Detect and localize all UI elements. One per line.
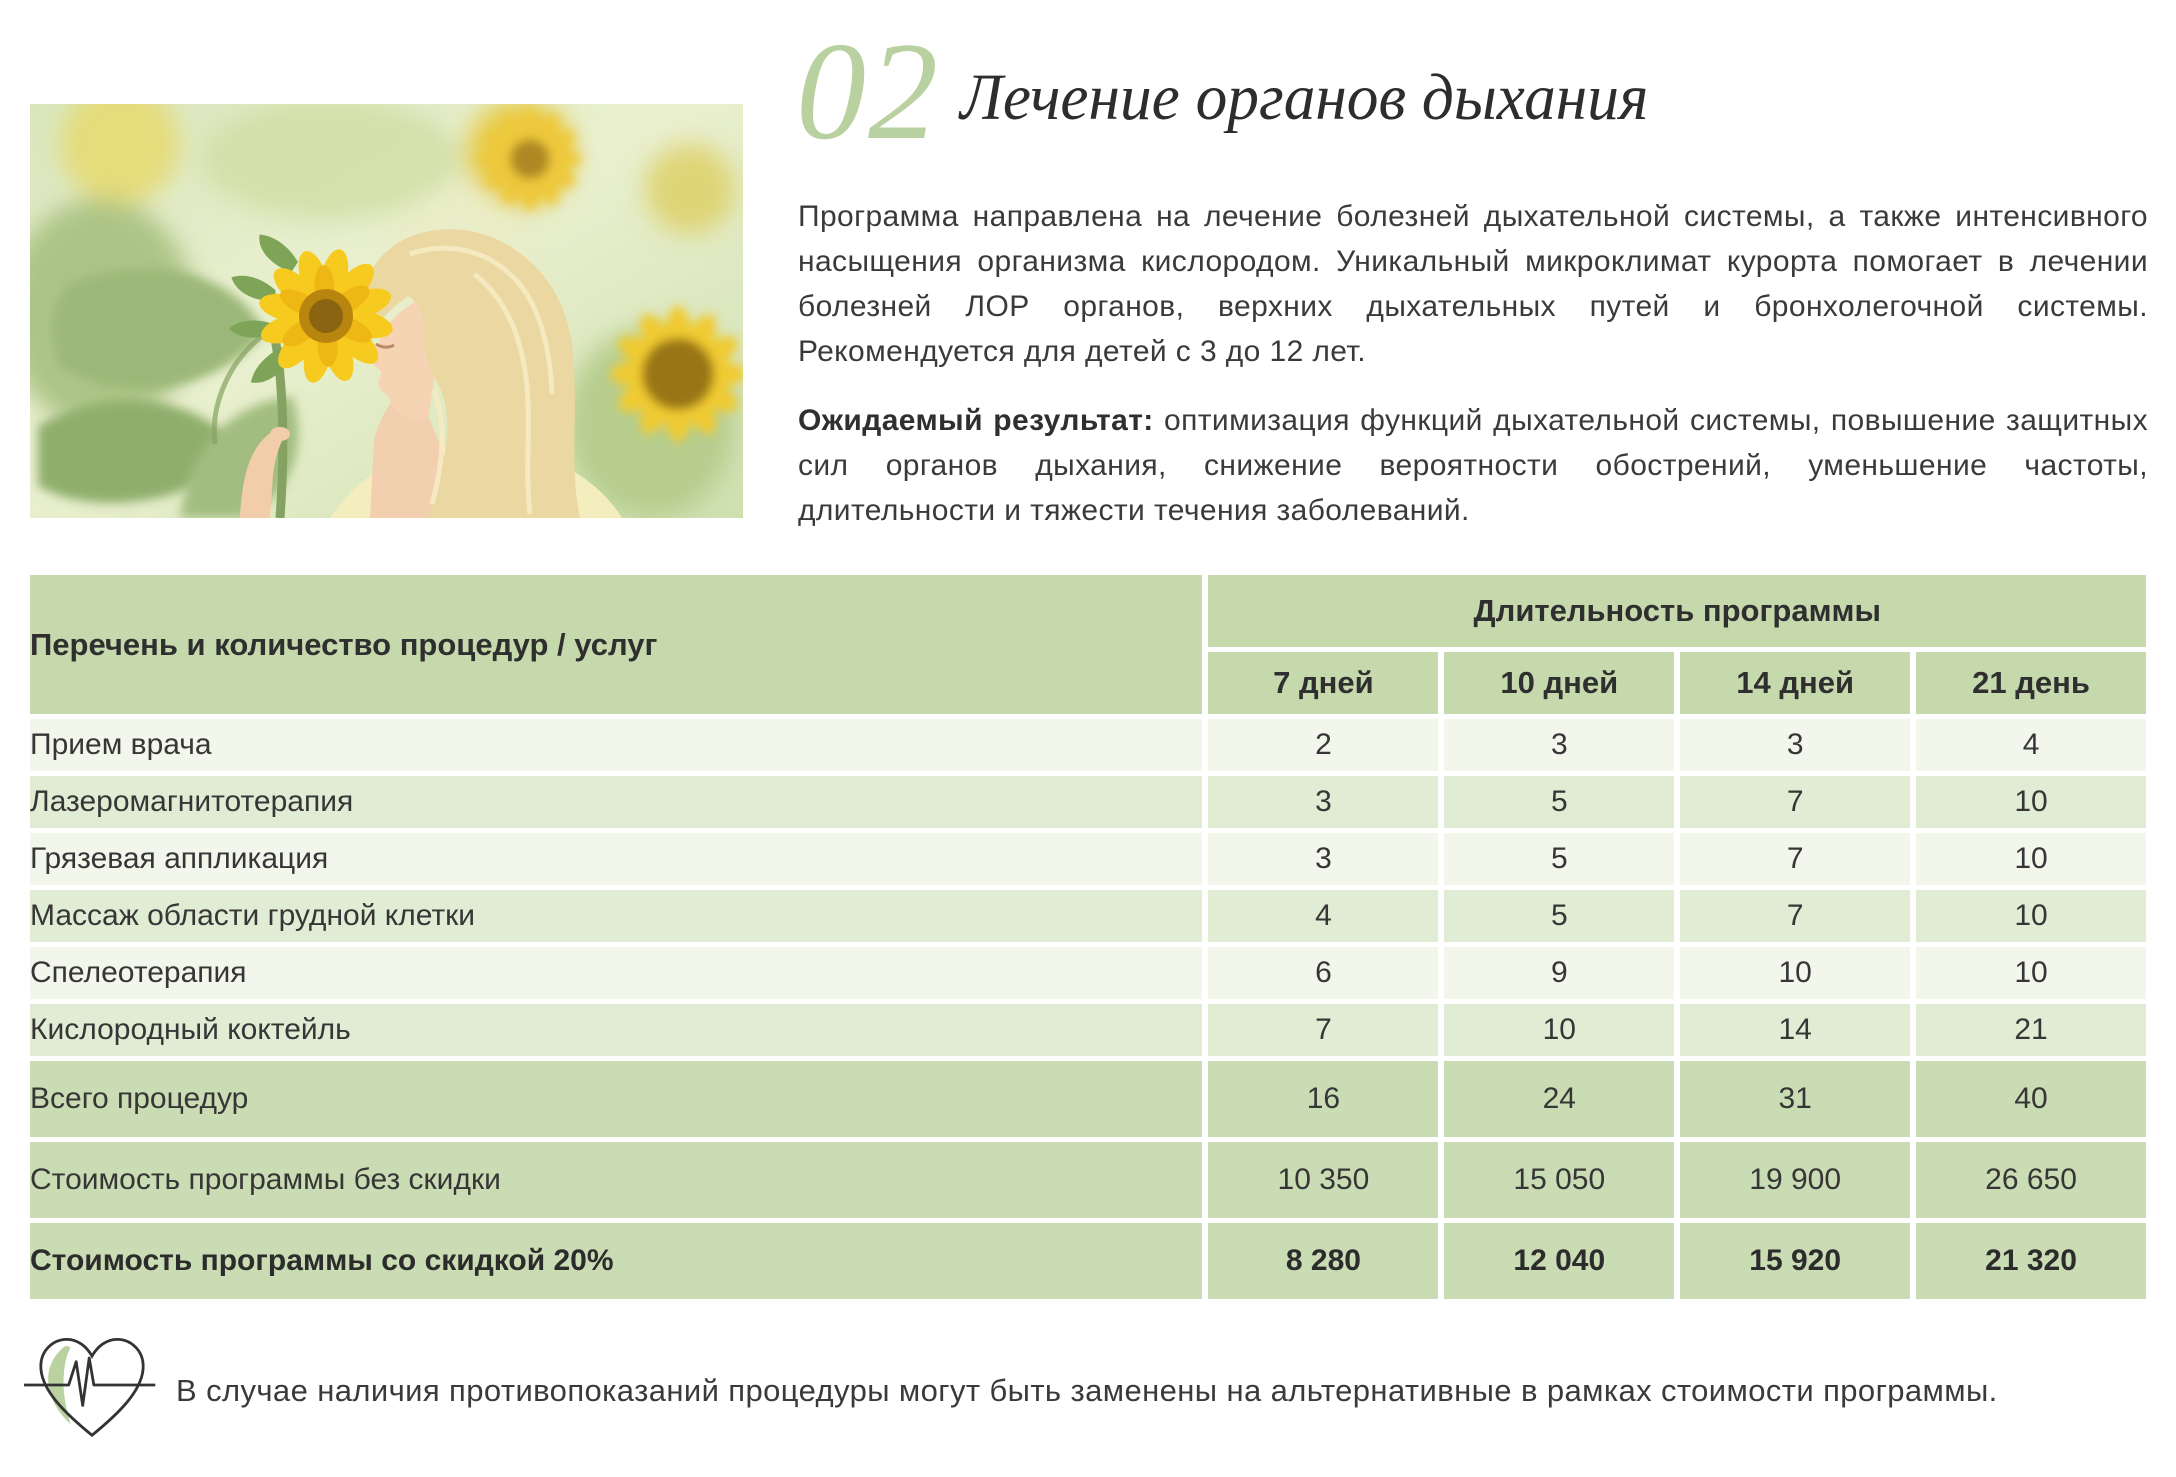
table-row — [30, 947, 2146, 999]
table-row — [30, 890, 2146, 942]
procedure-value: 19 900 — [1680, 1142, 1910, 1218]
procedure-value: 7 — [1680, 890, 1910, 942]
procedure-value: 15 920 — [1680, 1223, 1910, 1299]
procedure-value: 3 — [1208, 776, 1438, 828]
procedure-value: 7 — [1208, 1004, 1438, 1056]
table-row — [30, 776, 2146, 828]
procedure-label: Лазеромагнитотерапия — [30, 776, 1202, 828]
column-group-duration: Длительность программы — [1208, 575, 2146, 647]
footnote-text: В случае наличия противопоказаний процедуры могут быть заменены на альтернативные в рамках стоимости программы. — [176, 1373, 1998, 1408]
procedure-value: 10 — [1916, 890, 2146, 942]
table-row — [30, 1061, 2146, 1137]
heart-pulse-icon — [22, 1331, 162, 1452]
table-group-header-row — [30, 575, 2146, 647]
table-row — [30, 833, 2146, 885]
column-header-procedures: Перечень и количество процедур / услуг — [30, 575, 1202, 714]
expected-result-text: оптимизация функций дыхательной системы, повышение защитных сил органов дыхания, снижение вероятности обострений, уменьшение частоты, длительности и тяжести течения заболеваний. — [798, 404, 2149, 527]
procedure-value: 21 320 — [1916, 1223, 2146, 1299]
table-row — [30, 719, 2146, 771]
procedure-label: Грязевая аппликация — [30, 833, 1202, 885]
procedure-value: 15 050 — [1444, 1142, 1674, 1218]
procedure-value: 12 040 — [1444, 1223, 1674, 1299]
procedure-value: 6 — [1208, 947, 1438, 999]
procedure-value: 14 — [1680, 1004, 1910, 1056]
procedure-value: 40 — [1916, 1061, 2146, 1137]
table-row — [30, 1004, 2146, 1056]
section-number: 02 — [796, 14, 940, 169]
procedure-label: Стоимость программы без скидки — [30, 1142, 1202, 1218]
duration-header: 14 дней — [1680, 652, 1910, 714]
procedure-value: 24 — [1444, 1061, 1674, 1137]
procedure-value: 3 — [1680, 719, 1910, 771]
footnote — [22, 1330, 2148, 1452]
procedure-value: 2 — [1208, 719, 1438, 771]
procedure-value: 16 — [1208, 1061, 1438, 1137]
procedure-value: 9 — [1444, 947, 1674, 999]
procedure-value: 10 — [1916, 947, 2146, 999]
procedure-value: 7 — [1680, 776, 1910, 828]
expected-result-paragraph — [798, 398, 2148, 533]
procedure-value: 3 — [1444, 719, 1674, 771]
procedure-label: Всего процедур — [30, 1061, 1202, 1137]
procedure-value: 10 — [1916, 833, 2146, 885]
procedure-value: 10 — [1680, 947, 1910, 999]
sunflower-photo-art — [30, 104, 743, 518]
duration-header: 10 дней — [1444, 652, 1674, 714]
procedure-value: 26 650 — [1916, 1142, 2146, 1218]
procedure-value: 5 — [1444, 833, 1674, 885]
procedure-label: Прием врача — [30, 719, 1202, 771]
procedure-value: 5 — [1444, 890, 1674, 942]
procedure-value: 8 280 — [1208, 1223, 1438, 1299]
table-body — [30, 719, 2146, 1299]
procedure-label: Кислородный коктейль — [30, 1004, 1202, 1056]
page-title: Лечение органов дыхания — [960, 61, 1649, 134]
procedure-value: 10 — [1916, 776, 2146, 828]
procedure-label: Спелеотерапия — [30, 947, 1202, 999]
intro-paragraph: Программа направлена на лечение болезней дыхательной системы, а также интенсивного насыщения организма кислородом. Уникальный микроклимат курорта помогает в лечении болезней ЛОР органов, верхних дыхательных путей и бронхолегочной системы. Рекомендуется для детей с 3 до 12 лет. — [798, 200, 2148, 368]
duration-header: 21 день — [1916, 652, 2146, 714]
procedure-label: Массаж области грудной клетки — [30, 890, 1202, 942]
table-row — [30, 1223, 2146, 1299]
expected-result-label: Ожидаемый результат: — [798, 404, 1154, 437]
procedure-value: 21 — [1916, 1004, 2146, 1056]
procedure-label: Стоимость программы со скидкой 20% — [30, 1223, 1202, 1299]
procedure-value: 31 — [1680, 1061, 1910, 1137]
procedure-value: 3 — [1208, 833, 1438, 885]
procedure-value: 7 — [1680, 833, 1910, 885]
duration-header: 7 дней — [1208, 652, 1438, 714]
procedure-value: 5 — [1444, 776, 1674, 828]
program-price-table — [24, 570, 2152, 1304]
procedure-value: 4 — [1916, 719, 2146, 771]
sunflower-photo — [30, 104, 743, 518]
procedure-value: 4 — [1208, 890, 1438, 942]
procedure-value: 10 — [1444, 1004, 1674, 1056]
procedure-value: 10 350 — [1208, 1142, 1438, 1218]
table-row — [30, 1142, 2146, 1218]
